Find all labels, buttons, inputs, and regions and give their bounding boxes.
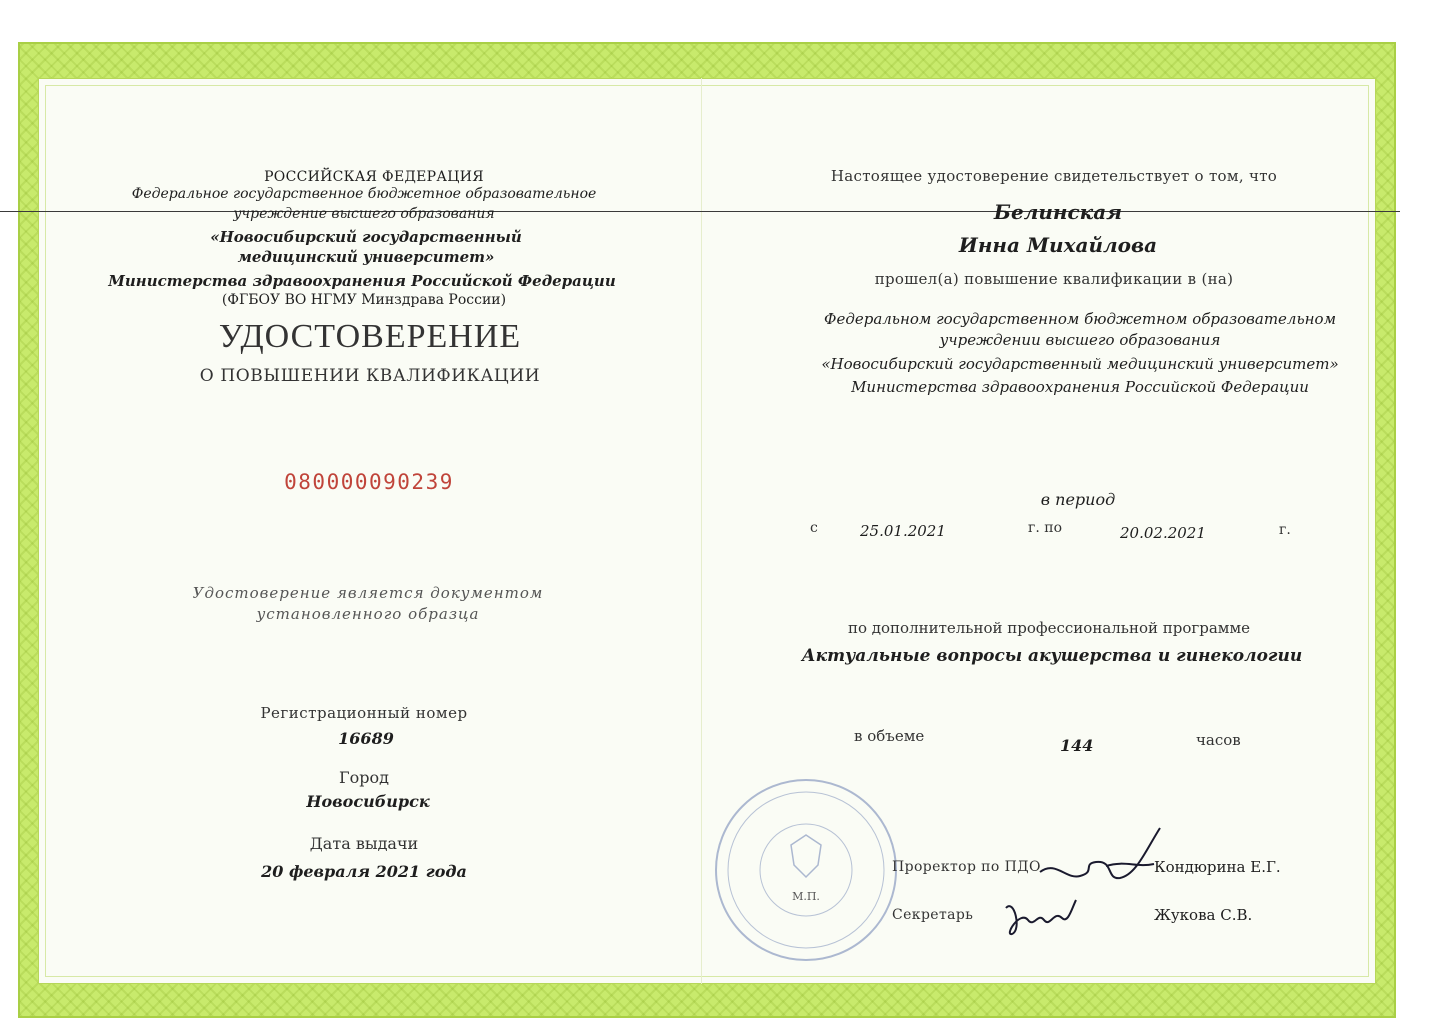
city-value: Новосибирск — [306, 792, 430, 811]
org-line-3: «Новосибирский государственный — [210, 228, 522, 246]
program-name: Актуальные вопросы акушерства и гинекологии — [801, 646, 1303, 666]
signer1-name: Кондюрина Е.Г. — [1154, 858, 1281, 876]
to-label: г. по — [1028, 520, 1062, 536]
period-label: в период — [1040, 490, 1116, 509]
document-title: УДОСТОВЕРЕНИЕ — [218, 318, 522, 355]
issue-date: 20 февраля 2021 года — [261, 862, 467, 881]
stamp-mp-text: М.П. — [792, 890, 820, 903]
org-line-1: Федеральное государственное бюджетное образовательное — [131, 186, 597, 202]
to-date: 20.02.2021 — [1120, 524, 1206, 542]
institution-line-1: Федеральном государственном бюджетном образовательном — [824, 310, 1336, 328]
holder-surname: Белинская — [993, 200, 1123, 224]
from-label: с — [810, 520, 818, 536]
volume-hours: 144 — [1060, 736, 1094, 755]
issue-date-label: Дата выдачи — [309, 834, 419, 853]
official-stamp — [706, 770, 906, 970]
signer2-role: Секретарь — [892, 907, 974, 923]
holder-given-names: Инна Михайлова — [958, 233, 1158, 257]
center-fold — [701, 78, 702, 984]
document-subtitle: О ПОВЫШЕНИИ КВАЛИФИКАЦИИ — [199, 366, 541, 386]
registration-number: 16689 — [338, 729, 394, 748]
from-date: 25.01.2021 — [860, 522, 946, 540]
org-line-4: медицинский университет» — [237, 248, 495, 266]
volume-label: в объеме — [854, 727, 925, 745]
year-suffix: г. — [1279, 522, 1291, 538]
org-line-2: учреждение высшего образования — [233, 206, 495, 222]
note-line-2: установленного образца — [256, 605, 480, 623]
serial-number: 080000090239 — [284, 470, 454, 494]
note-line-1: Удостоверение является документом — [192, 584, 544, 602]
city-label: Город — [339, 768, 389, 787]
institution-line-3: «Новосибирский государственный медицинский университет» — [821, 355, 1339, 373]
scan-line — [0, 211, 1400, 212]
institution-line-4: Министерства здравоохранения Российской Федерации — [851, 378, 1309, 396]
country-name: РОССИЙСКАЯ ФЕДЕРАЦИЯ — [264, 169, 484, 185]
org-line-5: Министерства здравоохранения Российской Федерации — [108, 272, 616, 290]
passed-text: прошел(а) повышение квалификации в (на) — [874, 270, 1234, 288]
intro-text: Настоящее удостоверение свидетельствует о том, что — [830, 167, 1278, 185]
institution-line-2: учреждении высшего образования — [939, 331, 1221, 349]
hours-label: часов — [1196, 731, 1241, 749]
org-line-6: (ФГБОУ ВО НГМУ Минздрава России) — [221, 292, 507, 308]
signer2-name: Жукова С.В. — [1154, 906, 1253, 924]
signer1-role: Проректор по ПДО — [892, 859, 1041, 875]
signature-2 — [1000, 890, 1080, 940]
registration-label: Регистрационный номер — [260, 704, 468, 722]
program-label: по дополнительной профессиональной программе — [847, 619, 1251, 637]
